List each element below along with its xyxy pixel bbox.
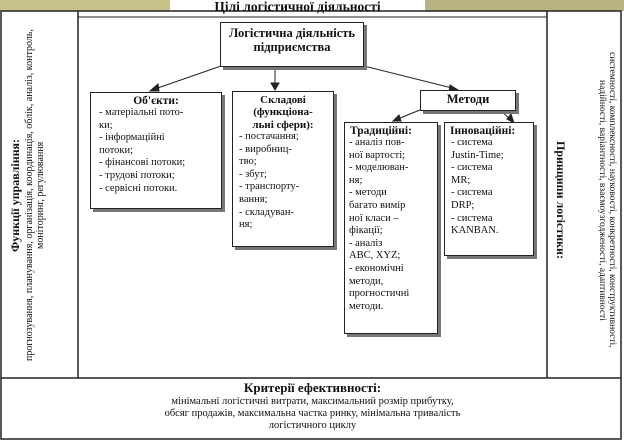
left-panel-heading: Функції управління: xyxy=(8,138,22,252)
innovative-list xyxy=(445,137,533,238)
list-item: - економічні xyxy=(349,262,404,274)
arrow-to-methods xyxy=(364,66,456,89)
list-item: - постачання; xyxy=(239,130,299,142)
list-item: ня; xyxy=(239,219,253,231)
list-item: ки; xyxy=(99,119,113,131)
components-box xyxy=(232,91,334,247)
components-title xyxy=(233,94,333,131)
list-item: ABC, XYZ; xyxy=(349,250,401,262)
list-item: - моделюван- xyxy=(349,162,409,174)
list-item: - аналіз xyxy=(349,237,383,249)
list-item: вання; xyxy=(239,193,268,205)
list-item: - складуван- xyxy=(239,206,294,218)
list-item: ної класи – xyxy=(349,212,399,224)
list-item: - система xyxy=(451,137,493,148)
top-bar-left xyxy=(0,0,170,11)
list-item: ня; xyxy=(349,174,363,186)
list-item: - фінансові потоки; xyxy=(99,157,186,169)
list-item: тво; xyxy=(239,156,257,168)
right-panel-heading: Принципи логістики: xyxy=(554,141,568,259)
left-panel-body: прогнозування, планування, організація, координація, облік, аналіз, контроль, моніторинг, регулювання xyxy=(24,29,46,361)
list-item: фікації; xyxy=(349,225,383,237)
list-item: - система xyxy=(451,212,493,224)
list-item: прогностичні xyxy=(349,288,410,300)
components-title-line: Складові xyxy=(260,94,306,106)
arrowhead-objects xyxy=(150,84,159,91)
list-item: методи. xyxy=(349,300,384,312)
list-item: ної вартості; xyxy=(349,149,406,161)
list-item: методи, xyxy=(349,275,384,287)
list-item: MR; xyxy=(451,174,471,186)
list-item: DRP; xyxy=(451,199,475,211)
list-item: - система xyxy=(451,162,493,174)
components-title-line: льні сфери): xyxy=(252,118,314,131)
list-item: KANBAN. xyxy=(451,225,499,237)
arrowhead-traditional xyxy=(393,115,401,121)
criteria-line: логістичного циклу xyxy=(268,420,357,432)
list-item: - аналіз пов- xyxy=(349,137,405,148)
logistics-activity-box xyxy=(220,22,364,67)
criteria-title: Критерії ефективності: xyxy=(243,380,382,395)
innovative-title: Інноваційні: xyxy=(450,125,516,137)
top-title: Цілі логістичної діяльності xyxy=(214,0,381,14)
list-item: потоки; xyxy=(99,144,134,156)
innovative-methods-box xyxy=(444,122,534,256)
objects-list xyxy=(91,107,221,195)
traditional-title: Традиційні: xyxy=(350,125,412,137)
traditional-methods-box xyxy=(344,122,438,334)
traditional-list xyxy=(345,137,437,313)
list-item: - методи xyxy=(349,187,387,199)
arrow-to-objects xyxy=(152,66,221,90)
components-title-line: (функціона- xyxy=(253,106,313,119)
list-item: - матеріальні пото- xyxy=(99,107,184,118)
logistics-activity-title: Логістична діяльність підприємства xyxy=(228,26,356,55)
objects-title: Об'єкти: xyxy=(133,95,179,107)
list-item: - інформаційні xyxy=(99,132,165,144)
list-item: Justin-Time; xyxy=(451,149,504,161)
criteria-body xyxy=(78,396,547,432)
list-item: - трудові потоки; xyxy=(99,169,175,181)
methods-box xyxy=(420,90,516,111)
list-item: - сервісні потоки. xyxy=(99,182,178,194)
arrowhead-components xyxy=(271,83,279,90)
list-item: - збут; xyxy=(239,168,267,180)
criteria-line: мінімальні логістичні витрати, максимальний розмір прибутку, xyxy=(171,396,454,407)
list-item: - транспорту- xyxy=(239,181,300,193)
components-list xyxy=(233,131,333,232)
list-item: - виробниц- xyxy=(239,143,292,155)
top-bar-right xyxy=(425,0,624,11)
criteria-line: обсяг продажів, максимальна частка ринку, мінімальна тривалість xyxy=(164,408,461,420)
right-panel-body: системності, комплексності, науковості, конкретності, конструктивності, надійності, варіантності, взаємоузгодженості, адаптивності xyxy=(597,52,617,348)
list-item: - система xyxy=(451,187,493,199)
methods-title: Методи xyxy=(446,92,490,106)
objects-box xyxy=(90,92,222,209)
list-item: багато вимір xyxy=(349,199,406,211)
